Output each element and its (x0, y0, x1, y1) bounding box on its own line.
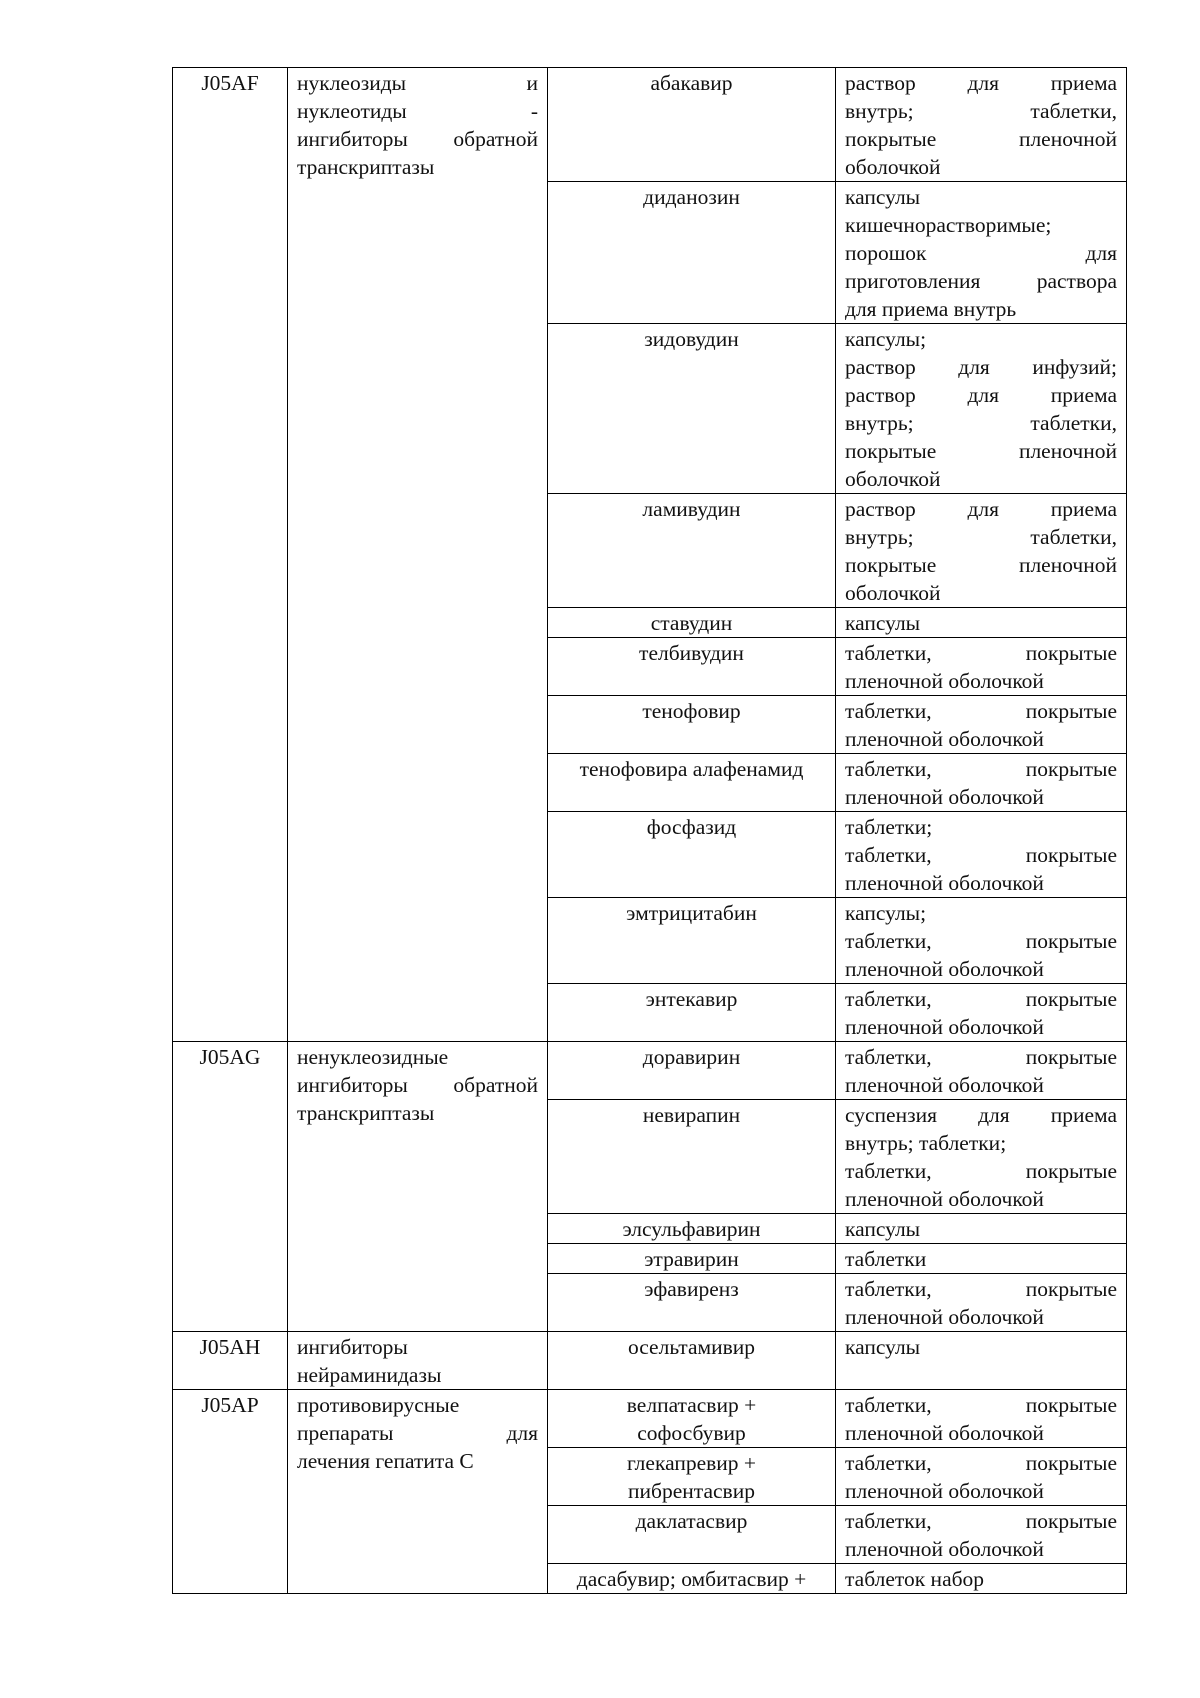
text-word: пленочной (1018, 439, 1117, 463)
dosage-form-cell (836, 638, 1127, 696)
text-line: таблеток набор (845, 1567, 985, 1591)
drug-name-cell: ставудин (548, 608, 836, 638)
drug-name-cell: абакавир (548, 68, 836, 182)
atc-code-cell: J05AH (173, 1332, 288, 1390)
dosage-form-cell (836, 1506, 1127, 1564)
drug-name-line: пибрентасвир (628, 1479, 755, 1503)
text-word: нуклеозиды (297, 71, 407, 95)
atc-code-cell: J05AF (173, 68, 288, 1042)
text-word: приготовления (845, 269, 981, 293)
drug-name-cell: этравирин (548, 1244, 836, 1274)
drug-name-cell: эфавиренз (548, 1274, 836, 1332)
dosage-form-cell (836, 812, 1127, 898)
pharmacological-group-cell (288, 1332, 548, 1390)
text-word: приема (1050, 71, 1117, 95)
text-line (845, 267, 1117, 295)
text-word: раствор (845, 383, 916, 407)
drug-name-cell: невирапин (548, 1100, 836, 1214)
text-line (845, 755, 1117, 783)
text-line (845, 381, 1117, 409)
text-word: таблетки, (845, 699, 932, 723)
text-word: внутрь; (845, 411, 914, 435)
text-line (845, 523, 1117, 551)
text-line (845, 239, 1117, 267)
text-word: ингибиторы (297, 127, 408, 151)
drug-name-cell: тенофовир (548, 696, 836, 754)
text-line: внутрь; таблетки; (845, 1131, 1007, 1155)
text-word: покрытые (1025, 929, 1117, 953)
drug-name-cell: элсульфавирин (548, 1214, 836, 1244)
text-line (845, 437, 1117, 465)
text-word: внутрь; (845, 525, 914, 549)
drug-name-cell: фосфазид (548, 812, 836, 898)
text-word: таблетки, (845, 641, 932, 665)
text-line: пленочной оболочкой (845, 1537, 1044, 1561)
text-word: таблетки, (845, 929, 932, 953)
text-line: пленочной оболочкой (845, 1421, 1044, 1445)
text-word: покрытые (1025, 1045, 1117, 1069)
text-word: раствор (845, 497, 916, 521)
text-line: капсулы; (845, 327, 927, 351)
text-word: таблетки, (845, 1159, 932, 1183)
drug-name-cell: осельтамивир (548, 1332, 836, 1390)
text-line: капсулы (845, 611, 921, 635)
text-line: капсулы (845, 1217, 921, 1241)
text-word: покрытые (845, 439, 937, 463)
drug-name-cell: эмтрицитабин (548, 898, 836, 984)
text-word: покрытые (1025, 1277, 1117, 1301)
text-line: пленочной оболочкой (845, 1305, 1044, 1329)
text-line (845, 841, 1117, 869)
drug-name-cell: дасабувир; омбитасвир + (548, 1564, 836, 1594)
drug-table (172, 67, 1127, 1594)
text-line (845, 551, 1117, 579)
text-line (845, 125, 1117, 153)
text-word: для (967, 383, 999, 407)
text-word: приема (1050, 383, 1117, 407)
text-line: оболочкой (845, 581, 941, 605)
text-word: для (978, 1103, 1010, 1127)
dosage-form-cell (836, 898, 1127, 984)
drug-name-line: софосбувир (637, 1421, 746, 1445)
atc-code-cell: J05AP (173, 1390, 288, 1594)
text-line: лечения гепатита С (297, 1449, 474, 1473)
text-line: транскриптазы (297, 1101, 435, 1125)
text-word: покрытые (1025, 641, 1117, 665)
dosage-form-cell (836, 1214, 1127, 1244)
dosage-form-cell (836, 1390, 1127, 1448)
text-word: внутрь; (845, 99, 914, 123)
text-word: покрытые (1025, 699, 1117, 723)
dosage-form-cell (836, 1100, 1127, 1214)
text-line: ненуклеозидные (297, 1045, 449, 1069)
text-word: покрытые (1025, 1393, 1117, 1417)
dosage-form-cell (836, 696, 1127, 754)
text-word: для (967, 497, 999, 521)
dosage-form-cell (836, 754, 1127, 812)
drug-name-cell (548, 1390, 836, 1448)
text-line: капсулы (845, 1335, 921, 1359)
text-line (845, 697, 1117, 725)
text-word: для (1085, 241, 1117, 265)
drug-name-cell: зидовудин (548, 324, 836, 494)
text-line (845, 353, 1117, 381)
text-line (297, 69, 538, 97)
text-line: таблетки (845, 1247, 927, 1271)
text-word: таблетки, (845, 1451, 932, 1475)
text-word: покрытые (1025, 1509, 1117, 1533)
text-word: раствор (845, 71, 916, 95)
text-word: раствор (845, 355, 916, 379)
text-word: обратной (453, 1073, 538, 1097)
dosage-form-cell (836, 1448, 1127, 1506)
dosage-form-cell (836, 68, 1127, 182)
text-word: для (506, 1421, 538, 1445)
text-line: капсулы; (845, 901, 927, 925)
text-line: оболочкой (845, 155, 941, 179)
text-line (845, 97, 1117, 125)
text-line (845, 1507, 1117, 1535)
dosage-form-cell (836, 1332, 1127, 1390)
text-line (845, 495, 1117, 523)
text-line: ингибиторы (297, 1335, 408, 1359)
text-line: пленочной оболочкой (845, 669, 1044, 693)
text-word: пленочной (1018, 127, 1117, 151)
dosage-form-cell (836, 1274, 1127, 1332)
text-word: покрытые (1025, 987, 1117, 1011)
text-word: - (530, 99, 538, 123)
text-word: покрытые (845, 553, 937, 577)
text-word: и (526, 71, 538, 95)
text-line: пленочной оболочкой (845, 1187, 1044, 1211)
dosage-form-cell (836, 182, 1127, 324)
text-line: противовирусные (297, 1393, 460, 1417)
dosage-form-cell (836, 608, 1127, 638)
text-line (845, 639, 1117, 667)
text-line: таблетки; (845, 815, 933, 839)
text-line: пленочной оболочкой (845, 1073, 1044, 1097)
text-line: пленочной оболочкой (845, 1479, 1044, 1503)
text-word: таблетки, (1030, 411, 1117, 435)
text-line: пленочной оболочкой (845, 785, 1044, 809)
text-line: капсулы (845, 185, 921, 209)
drug-name-cell: энтекавир (548, 984, 836, 1042)
dosage-form-cell (836, 1042, 1127, 1100)
text-line (297, 97, 538, 125)
drug-name-cell: доравирин (548, 1042, 836, 1100)
table-row (173, 1332, 1127, 1390)
dosage-form-cell (836, 1244, 1127, 1274)
text-word: нуклеотиды (297, 99, 407, 123)
dosage-form-cell (836, 1564, 1127, 1594)
text-line (297, 1071, 538, 1099)
text-line: нейраминидазы (297, 1363, 442, 1387)
text-word: приема (1050, 1103, 1117, 1127)
table-row (173, 68, 1127, 182)
text-line: оболочкой (845, 467, 941, 491)
text-word: покрытые (1025, 1451, 1117, 1475)
text-word: ингибиторы (297, 1073, 408, 1097)
text-word: таблетки, (845, 987, 932, 1011)
text-line: пленочной оболочкой (845, 871, 1044, 895)
drug-name-cell (548, 1448, 836, 1506)
text-word: покрытые (1025, 843, 1117, 867)
drug-name-line: глекапревир + (626, 1451, 757, 1475)
dosage-form-cell (836, 984, 1127, 1042)
text-line: пленочной оболочкой (845, 727, 1044, 751)
text-word: таблетки, (845, 1045, 932, 1069)
text-word: таблетки, (1030, 99, 1117, 123)
text-word: покрытые (1025, 757, 1117, 781)
text-word: таблетки, (1030, 525, 1117, 549)
text-word: таблетки, (845, 1509, 932, 1533)
drug-name-cell: тенофовира алафенамид (548, 754, 836, 812)
text-word: таблетки, (845, 1393, 932, 1417)
drug-name-cell: даклатасвир (548, 1506, 836, 1564)
text-line (845, 1043, 1117, 1071)
table-row (173, 1390, 1127, 1448)
text-word: порошок (845, 241, 927, 265)
text-line (845, 985, 1117, 1013)
text-word: приема (1050, 497, 1117, 521)
text-line (845, 1275, 1117, 1303)
pharmacological-group-cell (288, 1390, 548, 1594)
text-word: препараты (297, 1421, 394, 1445)
drug-name-line: велпатасвир + (626, 1393, 757, 1417)
table-row (173, 1042, 1127, 1100)
text-word: суспензия (845, 1103, 937, 1127)
text-word: таблетки, (845, 1277, 932, 1301)
text-line (297, 125, 538, 153)
text-line (845, 1157, 1117, 1185)
text-word: таблетки, (845, 843, 932, 867)
text-line (845, 1101, 1117, 1129)
text-word: таблетки, (845, 757, 932, 781)
drug-name-cell: телбивудин (548, 638, 836, 696)
text-line (845, 927, 1117, 955)
text-line (297, 1419, 538, 1447)
dosage-form-cell (836, 494, 1127, 608)
table-body (173, 68, 1127, 1594)
drug-name-cell: ламивудин (548, 494, 836, 608)
text-line (845, 409, 1117, 437)
text-word: обратной (453, 127, 538, 151)
text-line (845, 1391, 1117, 1419)
text-line: для приема внутрь (845, 297, 1017, 321)
text-word: покрытые (845, 127, 937, 151)
pharmacological-group-cell (288, 1042, 548, 1332)
text-word: пленочной (1018, 553, 1117, 577)
text-line (845, 69, 1117, 97)
text-line: пленочной оболочкой (845, 957, 1044, 981)
atc-code-cell: J05AG (173, 1042, 288, 1332)
text-line: пленочной оболочкой (845, 1015, 1044, 1039)
text-line: кишечнорастворимые; (845, 213, 1052, 237)
text-word: инфузий; (1032, 355, 1117, 379)
dosage-form-cell (836, 324, 1127, 494)
text-word: для (967, 71, 999, 95)
text-line: транскриптазы (297, 155, 435, 179)
pharmacological-group-cell (288, 68, 548, 1042)
text-word: раствора (1036, 269, 1117, 293)
drug-name-cell: диданозин (548, 182, 836, 324)
text-word: для (958, 355, 990, 379)
text-word: покрытые (1025, 1159, 1117, 1183)
text-line (845, 1449, 1117, 1477)
